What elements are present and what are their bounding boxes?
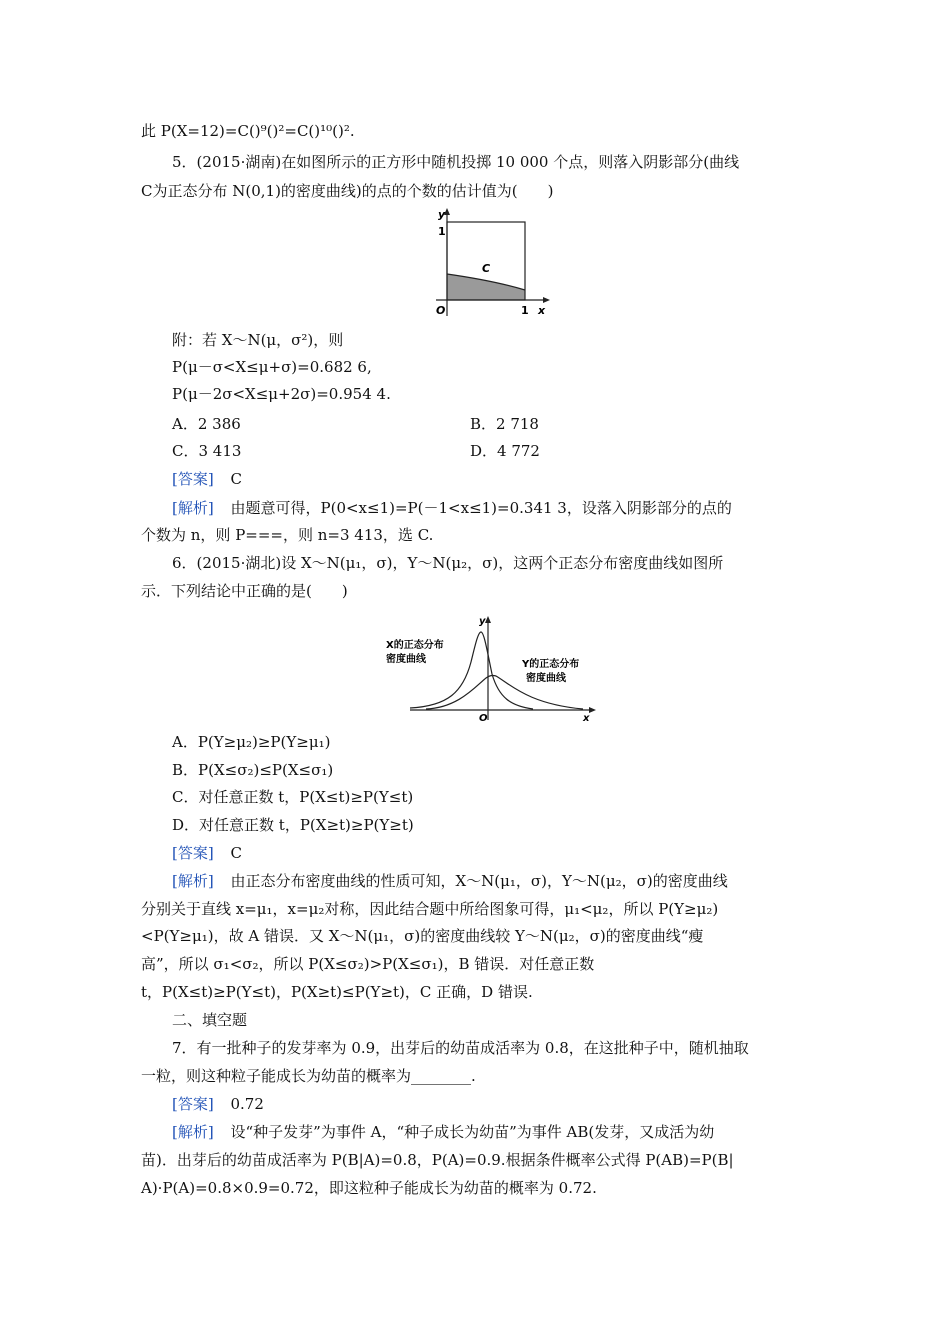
note-line: P(μ－σ<X≤μ+σ)=0.682 6,	[172, 358, 372, 376]
option-a: A．2 386	[172, 415, 241, 433]
explanation-line	[172, 1122, 714, 1142]
square-normal-curve-figure	[420, 208, 560, 323]
explanation-line: 苗)．出芽后的幼苗成活率为 P(B|A)=0.8，P(A)=0.9.根据条件概率公式得 P(AB)=P(B|	[141, 1151, 734, 1169]
x-arrow	[543, 297, 550, 303]
explanation-tag: [解析]	[172, 872, 214, 890]
explanation-text: 由题意可得，P(0<x≤1)=P(－1<x≤1)=0.341 3，设落入阴影部分的点的	[230, 499, 732, 517]
explanation-line: A)·P(A)=0.8×0.9=0.72，即这粒种子能成长为幼苗的概率为 0.72.	[141, 1179, 597, 1197]
origin-label: O	[479, 713, 488, 724]
option-a: A．P(Y≥μ₂)≥P(Y≥μ₁)	[172, 733, 331, 751]
answer-tag: [答案]	[172, 470, 214, 488]
explanation-line: 高”，所以 σ₁<σ₂，所以 P(X≤σ₂)>P(X≤σ₁)，B 错误．对任意正数	[141, 955, 595, 973]
answer-line	[172, 469, 242, 489]
option-b: B．P(X≤σ₂)≤P(X≤σ₁)	[172, 761, 334, 779]
text-line: C为正态分布 N(0,1)的密度曲线)的点的个数的估计值为( )	[141, 182, 554, 200]
explanation-tag: [解析]	[172, 1123, 214, 1141]
y-curve-label: 密度曲线	[526, 673, 566, 684]
answer-value: C	[230, 470, 242, 488]
y-tick-1: 1	[438, 225, 446, 238]
x-tick-1: 1	[521, 304, 529, 317]
option-d: D．对任意正数 t，P(X≥t)≥P(Y≥t)	[172, 816, 414, 834]
x-curve-label: 密度曲线	[386, 654, 426, 665]
answer-value: 0.72	[230, 1095, 264, 1113]
explanation-line: 分别关于直线 x=μ₁，x=μ₂对称，因此结合题中所给图象可得，μ₁<μ₂，所以 P(Y≥μ₂)	[141, 900, 719, 918]
note-line: P(μ－2σ<X≤μ+2σ)=0.954 4.	[172, 385, 391, 403]
text-line: 此 P(X=12)=C()⁹()²=C()¹⁰()².	[141, 122, 355, 140]
text-line: 一粒，则这种粒子能成长为幼苗的概率为________.	[141, 1067, 476, 1085]
option-b: B．2 718	[470, 415, 539, 433]
explanation-line: 个数为 n，则 P===，则 n=3 413，选 C.	[141, 526, 434, 544]
text-line: 示．下列结论中正确的是( )	[141, 582, 348, 600]
y-axis-label: y	[438, 208, 446, 221]
x-axis-label: x	[583, 713, 590, 724]
y-curve-label: Y的正态分布	[522, 659, 580, 670]
note-line: 附：若 X～N(μ，σ²)，则	[172, 331, 344, 349]
question-5: 5．(2015·湖南)在如图所示的正方形中随机投掷 10 000 个点，则落入阴影部分(曲线	[172, 153, 740, 171]
question-7: 7．有一批种子的发芽率为 0.9，出芽后的幼苗成活率为 0.8，在这批种子中，随机抽取	[172, 1039, 749, 1057]
two-normal-curves-figure	[368, 612, 608, 724]
y-arrow	[485, 616, 491, 623]
answer-line	[172, 843, 242, 863]
explanation-line: <P(Y≥μ₁)，故 A 错误．又 X～N(μ₁，σ)的密度曲线较 Y～N(μ₂，σ)的密度曲线“瘦	[141, 927, 704, 945]
y-axis-label: y	[479, 616, 486, 627]
curve-label: C	[482, 262, 491, 275]
section-heading: 二、填空题	[172, 1011, 248, 1029]
option-d: D．4 772	[470, 442, 540, 460]
question-6: 6．(2015·湖北)设 X～N(μ₁，σ)，Y～N(μ₂，σ)，这两个正态分布密度曲线如图所	[172, 554, 724, 572]
explanation-tag: [解析]	[172, 499, 214, 517]
explanation-line	[172, 498, 732, 518]
answer-tag: [答案]	[172, 1095, 214, 1113]
explanation-line	[172, 871, 728, 891]
answer-tag: [答案]	[172, 844, 214, 862]
origin-label: O	[436, 304, 446, 317]
explanation-text: 设“种子发芽”为事件 A，“种子成长为幼苗”为事件 AB(发芽，又成活为幼	[230, 1123, 715, 1141]
answer-line	[172, 1094, 264, 1114]
option-c: C．对任意正数 t，P(X≤t)≥P(Y≤t)	[172, 788, 414, 806]
explanation-text: 由正态分布密度曲线的性质可知，X～N(μ₁，σ)，Y～N(μ₂，σ)的密度曲线	[230, 872, 728, 890]
x-axis-label: x	[538, 304, 546, 317]
option-c: C．3 413	[172, 442, 242, 460]
x-arrow	[589, 707, 596, 713]
explanation-line: t，P(X≤t)≥P(Y≤t)，P(X≥t)≤P(Y≥t)，C 正确，D 错误.	[141, 983, 533, 1001]
x-curve-label: X的正态分布	[386, 640, 444, 651]
answer-value: C	[230, 844, 242, 862]
